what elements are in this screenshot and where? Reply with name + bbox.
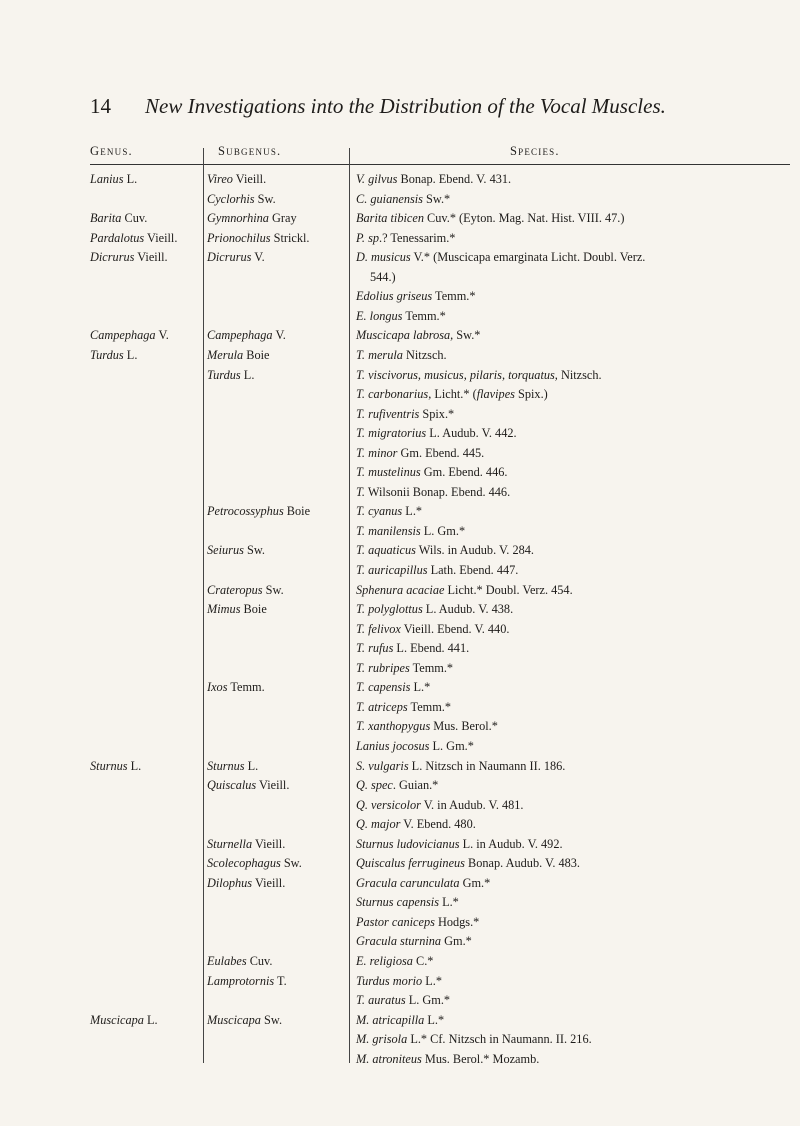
subgenus-cell: Ixos Temm.	[207, 680, 265, 695]
genus-cell: Campephaga V.	[90, 328, 169, 343]
species-cell: T. merula Nitzsch.	[356, 347, 447, 362]
species-cell: Muscicapa labrosa, Sw.*	[356, 328, 481, 343]
genus-cell: Muscicapa L.	[90, 1012, 158, 1027]
page-header	[90, 94, 770, 124]
species-cell: S. vulgaris L. Nitzsch in Naumann II. 186.	[356, 758, 566, 773]
subgenus-cell: Campephaga V.	[207, 328, 286, 343]
subgenus-cell: Cyclorhis Sw.	[207, 191, 276, 206]
species-cell: V. gilvus Bonap. Ebend. V. 431.	[356, 172, 512, 186]
species-cell: T. rufiventris Spix.*	[356, 406, 455, 421]
species-cell: Q. versicolor V. in Audub. V. 481.	[356, 797, 524, 812]
species-cell: T. felivox Vieill. Ebend. V. 440.	[356, 621, 510, 636]
species-cell: T. minor Gm. Ebend. 445.	[356, 445, 485, 460]
species-cell: C. guianensis Sw.*	[356, 191, 451, 206]
species-cell: T. rubripes Temm.*	[356, 660, 454, 675]
genus-cell: Lanius L.	[90, 172, 138, 186]
subgenus-cell: Merula Boie	[207, 347, 270, 362]
genus-cell: Dicrurus Vieill.	[90, 250, 168, 265]
subgenus-cell: Sturnella Vieill.	[207, 836, 286, 851]
species-cell: Sturnus ludovicianus L. in Audub. V. 492.	[356, 836, 563, 851]
subgenus-cell: Eulabes Cuv.	[207, 954, 273, 968]
column-divider-1	[203, 148, 204, 1063]
species-cell: T. manilensis L. Gm.*	[356, 523, 466, 538]
species-cell: Sphenura acaciae Licht.* Doubl. Verz. 454.	[356, 582, 573, 597]
species-cell: Turdus morio L.*	[356, 973, 442, 988]
species-cell: Gracula carunculata Gm.*	[356, 875, 491, 890]
species-cell: T. auratus L. Gm.*	[356, 993, 451, 1008]
species-cell: E. longus Temm.*	[356, 308, 446, 323]
genus-cell: Pardalotus Vieill.	[90, 230, 178, 245]
species-cell: P. sp.? Tenessarim.*	[356, 230, 456, 245]
genus-cell: Sturnus L.	[90, 758, 142, 773]
species-cell: T. migratorius L. Audub. V. 442.	[356, 426, 517, 441]
species-cell: 544.)	[370, 269, 396, 284]
subgenus-cell: Lamprotornis T.	[207, 973, 287, 988]
species-cell: T. viscivorus, musicus, pilaris, torquatus, Nitzsch.	[356, 367, 602, 382]
subgenus-cell: Dilophus Vieill.	[207, 875, 286, 890]
subgenus-cell: Gymnorhina Gray	[207, 211, 297, 226]
genus-cell: Barita Cuv.	[90, 211, 148, 226]
species-cell: T. mustelinus Gm. Ebend. 446.	[356, 465, 508, 480]
column-header-genus: Genus.	[90, 144, 133, 158]
species-cell: T. Wilsonii Bonap. Ebend. 446.	[356, 484, 511, 499]
species-cell: Quiscalus ferrugineus Bonap. Audub. V. 483.	[356, 856, 580, 871]
species-cell: T. cyanus L.*	[356, 504, 423, 519]
subgenus-cell: Scolecophagus Sw.	[207, 856, 302, 871]
species-cell: T. atriceps Temm.*	[356, 699, 452, 714]
subgenus-cell: Prionochilus Strickl.	[207, 230, 310, 245]
column-header-subgenus: Subgenus.	[218, 144, 282, 158]
column-header-species: Species.	[510, 144, 560, 158]
species-cell: M. atroniteus Mus. Berol.* Mozamb.	[356, 1051, 540, 1066]
species-cell: T. xanthopygus Mus. Berol.*	[356, 719, 498, 734]
species-cell: E. religiosa C.*	[356, 954, 434, 968]
header-rule	[90, 164, 790, 165]
species-cell: M. atricapilla L.*	[356, 1012, 445, 1027]
subgenus-cell: Turdus L.	[207, 367, 255, 382]
species-cell: T. carbonarius, Licht.* (flavipes Spix.)	[356, 387, 548, 402]
species-cell: Edolius griseus Temm.*	[356, 289, 476, 304]
species-cell: Lanius jocosus L. Gm.*	[356, 738, 474, 753]
species-cell: Q. major V. Ebend. 480.	[356, 817, 476, 832]
subgenus-cell: Petrocossyphus Boie	[207, 504, 311, 519]
species-cell: T. aquaticus Wils. in Audub. V. 284.	[356, 543, 534, 558]
species-cell: T. auricapillus Lath. Ebend. 447.	[356, 563, 519, 577]
species-cell: M. grisola L.* Cf. Nitzsch in Naumann. II. 216.	[356, 1032, 592, 1047]
running-title: New Investigations into the Distribution of the Vocal Muscles.	[145, 94, 666, 118]
genus-cell: Turdus L.	[90, 347, 138, 362]
subgenus-cell: Muscicapa Sw.	[207, 1012, 283, 1027]
subgenus-cell: Mimus Boie	[207, 602, 267, 617]
species-cell: T. capensis L.*	[356, 680, 431, 695]
species-cell: Sturnus capensis L.*	[356, 895, 459, 910]
subgenus-cell: Quiscalus Vieill.	[207, 778, 290, 793]
species-cell: Gracula sturnina Gm.*	[356, 934, 472, 949]
subgenus-cell: Dicrurus V.	[207, 250, 265, 265]
subgenus-cell: Sturnus L.	[207, 758, 259, 773]
species-cell: Q. spec. Guian.*	[356, 778, 439, 793]
species-cell: D. musicus V.* (Muscicapa emarginata Licht. Doubl. Verz.	[356, 250, 646, 265]
column-divider-2	[349, 148, 350, 1063]
species-cell: Pastor caniceps Hodgs.*	[356, 914, 480, 929]
species-table	[90, 144, 800, 1064]
species-cell: T. rufus L. Ebend. 441.	[356, 641, 470, 656]
page-number: 14	[90, 94, 111, 118]
subgenus-cell: Vireo Vieill.	[207, 172, 267, 186]
subgenus-cell: Crateropus Sw.	[207, 582, 284, 597]
species-cell: T. polyglottus L. Audub. V. 438.	[356, 602, 514, 617]
subgenus-cell: Seiurus Sw.	[207, 543, 265, 558]
species-cell: Barita tibicen Cuv.* (Eyton. Mag. Nat. Hist. VIII. 47.)	[356, 211, 625, 226]
